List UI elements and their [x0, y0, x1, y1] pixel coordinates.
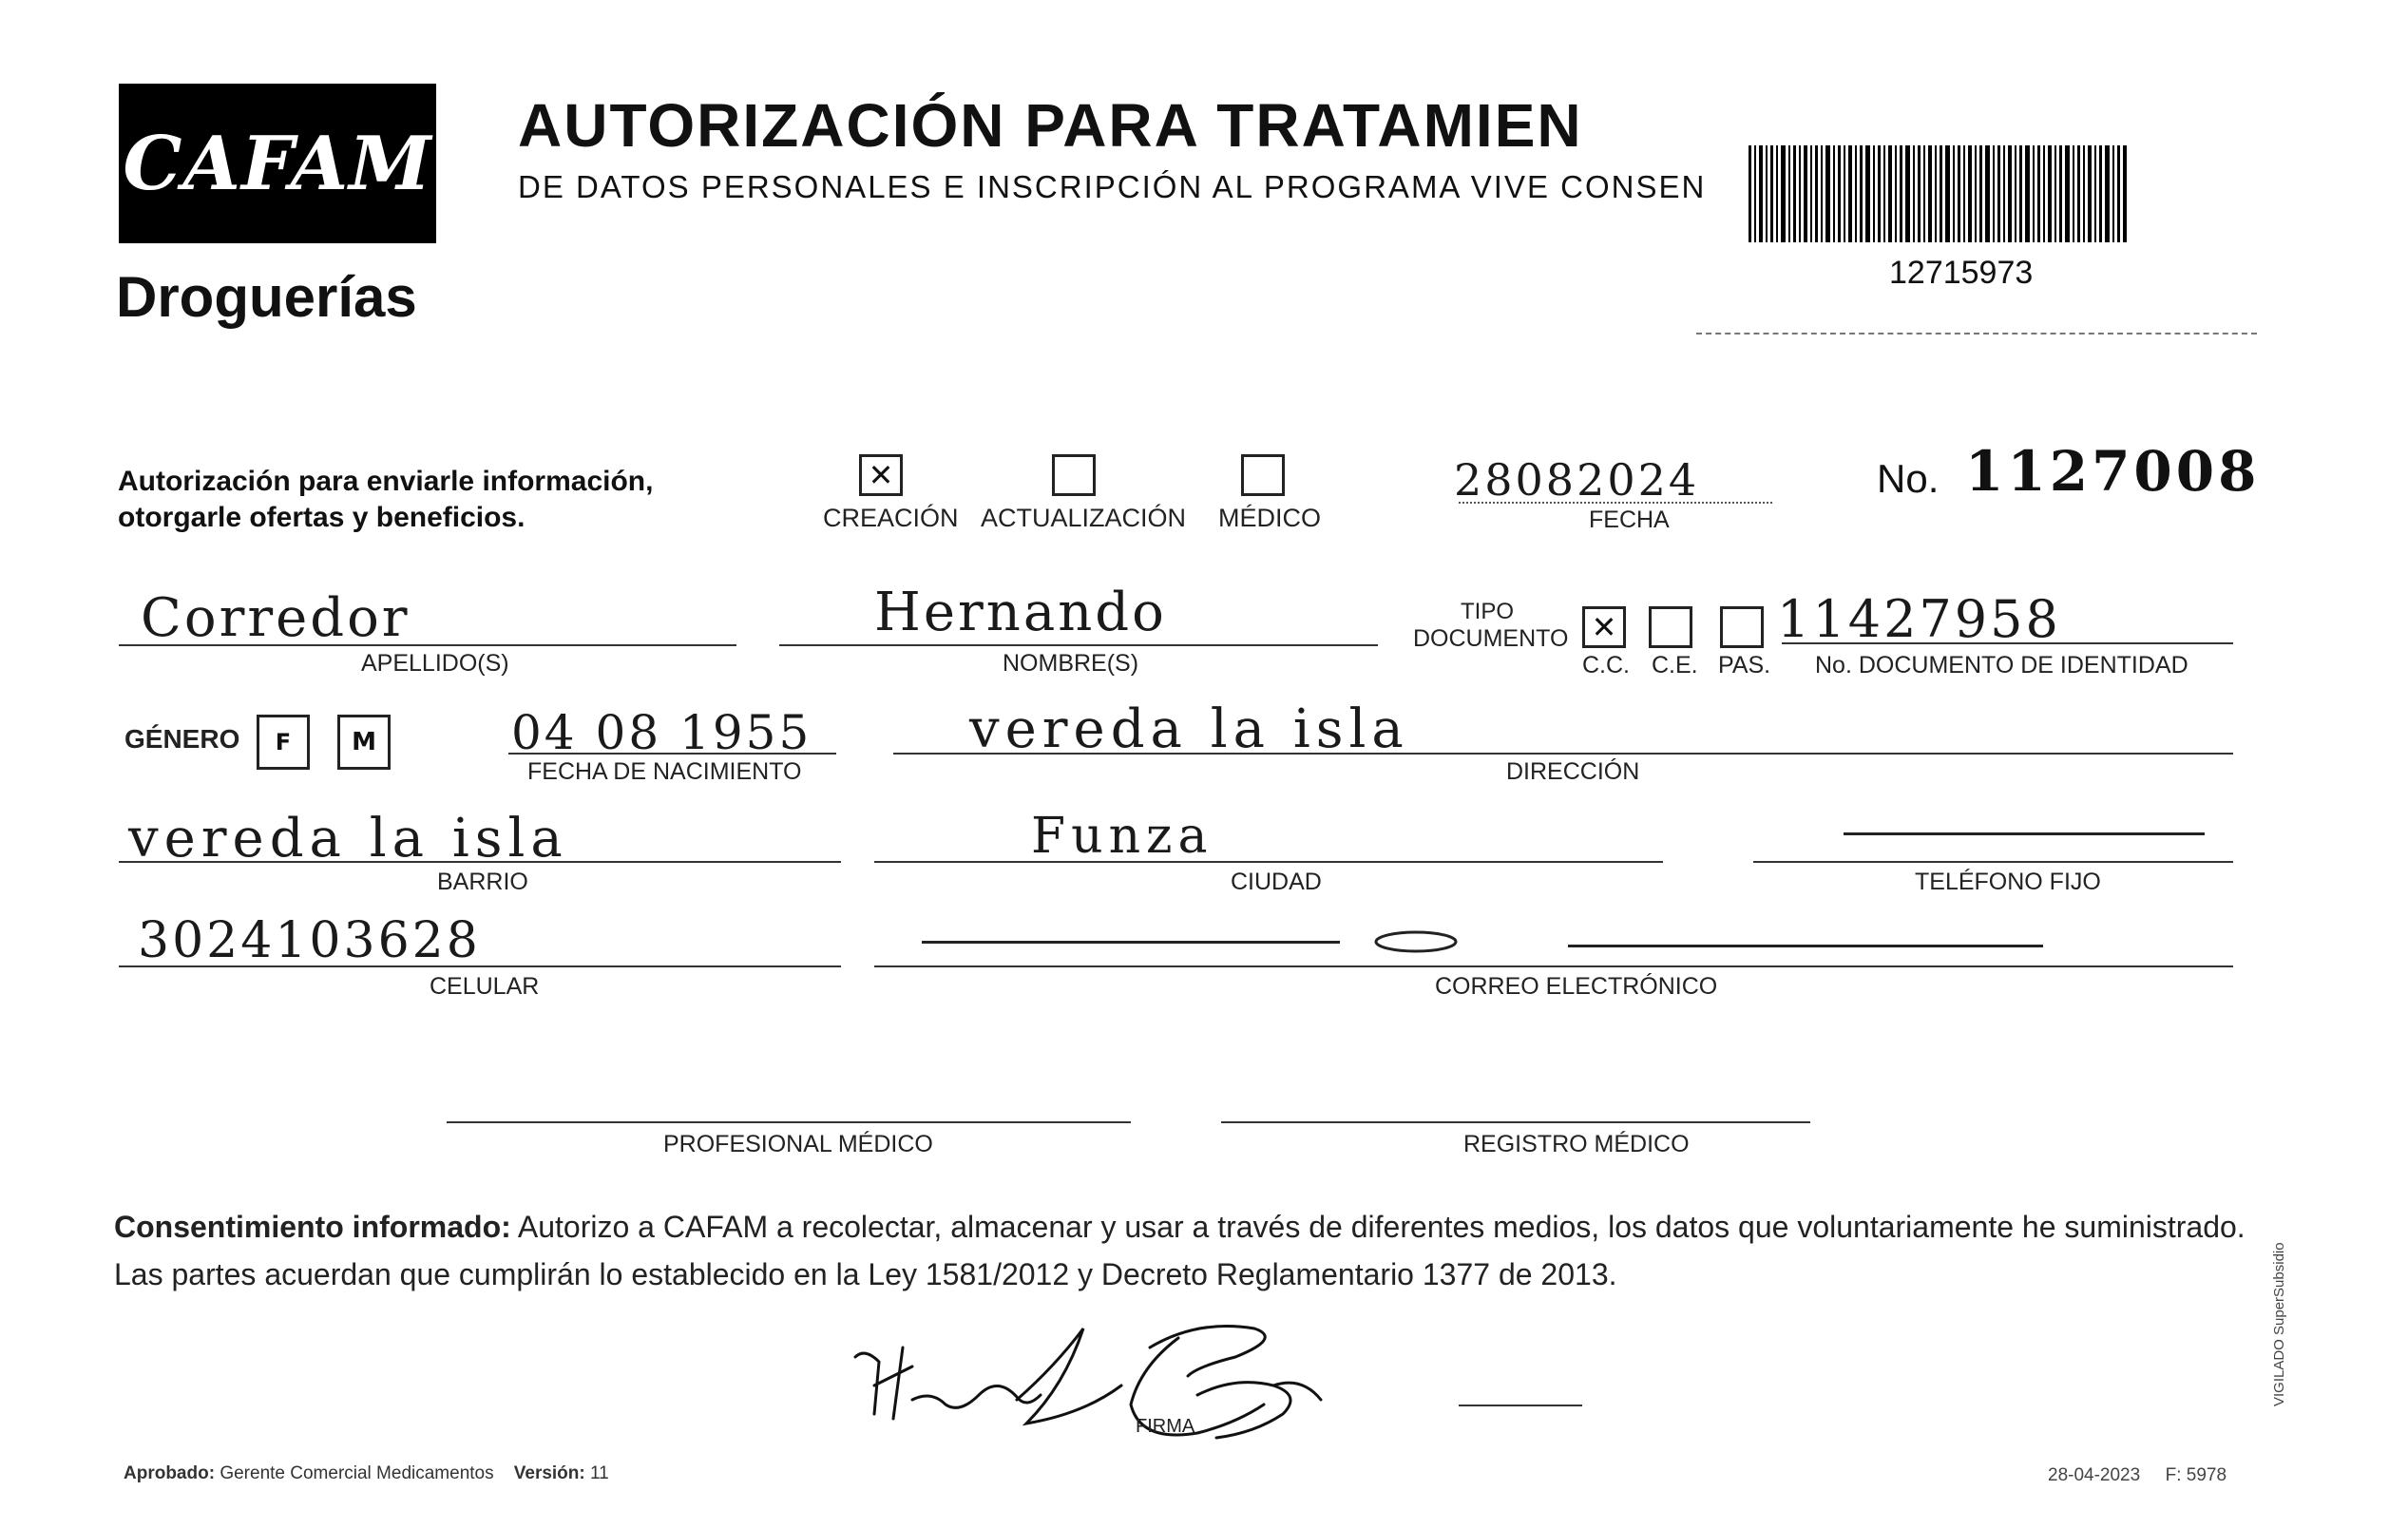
cafam-logo: CAFAM [119, 84, 436, 243]
barrio-label: BARRIO [437, 869, 528, 895]
handwritten-signature [836, 1309, 1349, 1452]
authorization-text-line1: Autorización para enviarle información, [118, 466, 654, 497]
registro-medico-label: REGISTRO MÉDICO [1463, 1131, 1690, 1157]
apellidos-label: APELLIDO(S) [361, 650, 509, 677]
apellidos-value[interactable]: Corredor [141, 587, 411, 649]
telefono-strike [1844, 832, 2205, 835]
apellidos-line [119, 644, 736, 646]
telefono-line [1753, 861, 2233, 863]
celular-line [119, 965, 841, 967]
approved-value: Gerente Comercial Medicamentos [220, 1463, 494, 1483]
correo-label: CORREO ELECTRÓNICO [1435, 973, 1718, 1000]
fecha-nacimiento-value[interactable]: 04 08 1955 [511, 705, 812, 760]
genero-f-label: F [275, 729, 292, 755]
direccion-value[interactable]: vereda la isla [969, 698, 1409, 760]
nombres-line [779, 644, 1378, 646]
authorization-text [118, 464, 653, 536]
tipo-documento-label-1: TIPO [1461, 599, 1515, 624]
documento-value[interactable]: 11427958 [1777, 589, 2061, 649]
pas-checkbox[interactable] [1720, 606, 1764, 648]
creacion-checkbox[interactable]: ✕ [859, 454, 903, 496]
correo-strike-left [922, 941, 1340, 944]
actualizacion-label: ACTUALIZACIÓN [981, 504, 1187, 532]
fecha-nacimiento-line [508, 753, 836, 755]
approved-label: Aprobado: [124, 1463, 216, 1483]
ciudad-value[interactable]: Funza [1031, 808, 1214, 865]
registro-medico-line [1221, 1121, 1810, 1123]
genero-f-checkbox[interactable] [257, 715, 310, 770]
fecha-nacimiento-label: FECHA DE NACIMIENTO [527, 758, 802, 785]
profesional-medico-label: PROFESIONAL MÉDICO [663, 1131, 933, 1157]
cc-label: C.C. [1582, 652, 1630, 678]
barcode [1749, 145, 2129, 242]
medico-checkbox[interactable] [1241, 454, 1285, 496]
nombres-value[interactable]: Hernando [874, 582, 1167, 643]
fecha-value[interactable]: 28082024 [1454, 454, 1700, 506]
telefono-label: TELÉFONO FIJO [1915, 869, 2101, 895]
fecha-line [1459, 502, 1772, 504]
pas-label: PAS. [1718, 652, 1771, 678]
celular-value[interactable]: 3024103628 [138, 912, 481, 969]
medico-label: MÉDICO [1218, 504, 1321, 532]
consent-text [114, 1203, 2300, 1298]
correo-strike-right [1568, 945, 2043, 947]
barcode-underline [1696, 333, 2257, 334]
barcode-number: 12715973 [1889, 255, 2034, 291]
correo-line [874, 965, 2233, 967]
ce-checkbox[interactable] [1649, 606, 1692, 648]
version-value: 11 [590, 1463, 609, 1483]
form-title: AUTORIZACIÓN PARA TRATAMIEN [518, 91, 1583, 160]
authorization-text-line2: otorgarle ofertas y beneficios. [118, 502, 526, 533]
cc-checkbox[interactable]: ✕ [1582, 606, 1626, 648]
consent-line1 [114, 1203, 2300, 1251]
nombres-label: NOMBRE(S) [1003, 650, 1139, 677]
folio-label: No. [1877, 456, 1940, 501]
genero-m-checkbox[interactable] [337, 715, 391, 770]
barrio-value[interactable]: vereda la isla [128, 808, 568, 870]
ciudad-label: CIUDAD [1231, 869, 1322, 895]
firma-line-right [1459, 1405, 1582, 1406]
genero-label: GÉNERO [124, 724, 240, 754]
correo-zero-mark [1368, 927, 1463, 956]
fecha-label: FECHA [1589, 506, 1670, 533]
tipo-documento-label-2: DOCUMENTO [1413, 625, 1569, 652]
footer-approval [124, 1463, 609, 1484]
barrio-line [119, 861, 841, 863]
creacion-label: CREACIÓN [823, 504, 959, 532]
brand-subtitle: Droguerías [116, 265, 417, 329]
direccion-label: DIRECCIÓN [1506, 758, 1640, 785]
profesional-medico-line [447, 1121, 1131, 1123]
footer-date: 28-04-2023 [2048, 1465, 2141, 1485]
vigilado-vertical-text: VIGILADO SuperSubsidio [2271, 1242, 2287, 1406]
ce-label: C.E. [1652, 652, 1698, 678]
footer-date-code [2048, 1465, 2226, 1486]
documento-label: No. DOCUMENTO DE IDENTIDAD [1815, 652, 2188, 678]
form-subtitle: DE DATOS PERSONALES E INSCRIPCIÓN AL PROGRAMA VIVE CONSEN [518, 169, 1707, 204]
documento-line [1782, 642, 2233, 644]
consent-heading: Consentimiento informado: [114, 1210, 511, 1244]
consent-text-line2: Las partes acuerdan que cumplirán lo establecido en la Ley 1581/2012 y Decreto Reglamentario 1377 de 2013. [114, 1257, 1617, 1291]
consent-text-line1: Autorizo a CAFAM a recolectar, almacenar y usar a través de diferentes medios, los datos que voluntariamente he suministrado. [517, 1210, 2246, 1244]
ciudad-line [874, 861, 1663, 863]
actualizacion-checkbox[interactable] [1052, 454, 1096, 496]
version-label: Versión: [513, 1463, 585, 1483]
footer-form-code: F: 5978 [2165, 1465, 2227, 1485]
folio-number: 1127008 [1965, 439, 2261, 504]
firma-label: FIRMA [1136, 1416, 1195, 1437]
genero-m-label: M [352, 728, 376, 756]
direccion-line [893, 753, 2233, 755]
celular-label: CELULAR [430, 973, 540, 1000]
